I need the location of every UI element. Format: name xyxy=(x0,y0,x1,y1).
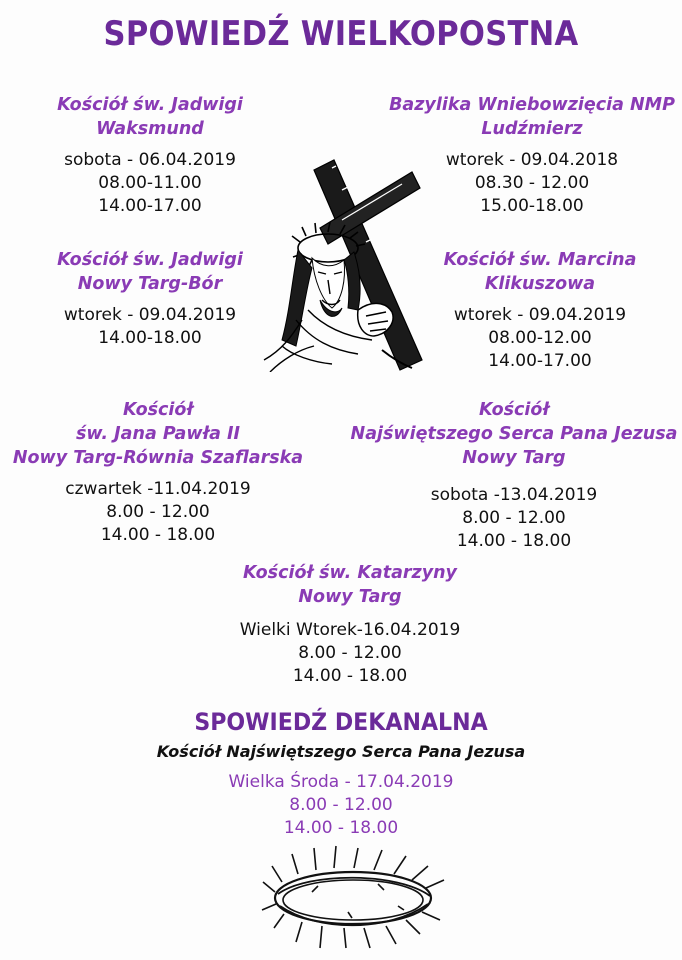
church-najswietszego-serca xyxy=(346,398,682,553)
time-line: 15.00-18.00 xyxy=(480,196,584,216)
time-line: 14.00 - 18.00 xyxy=(292,666,408,686)
time-line: 14.00-17.00 xyxy=(488,351,592,371)
church-name-line: św. Jana Pawła II xyxy=(75,424,241,444)
church-name-line: Kościół św. Jadwigi xyxy=(57,95,243,115)
church-name-line: Klikuszowa xyxy=(484,274,596,294)
date-line: Wielki Wtorek-16.04.2019 xyxy=(239,620,461,640)
confession-times xyxy=(20,304,280,350)
confession-times xyxy=(410,304,670,373)
dekanalna-title: SPOWIEDŹ DEKANALNA xyxy=(194,708,488,736)
time-line: 14.00-18.00 xyxy=(98,328,202,348)
church-name-line: Kościół św. Marcina xyxy=(443,250,637,270)
crown-of-thorns-illustration xyxy=(258,842,448,950)
church-name-line: Nowy Targ-Równia Szaflarska xyxy=(12,448,304,468)
dekanalna-times xyxy=(0,771,682,840)
church-name xyxy=(20,248,280,296)
church-name-line: Bazylika Wniebowzięcia NMP xyxy=(389,95,675,115)
jesus-carrying-cross-illustration xyxy=(262,150,424,372)
church-name xyxy=(8,398,308,470)
time-line: 8.00 - 12.00 xyxy=(462,508,566,528)
church-name-line: Kościół xyxy=(123,400,193,420)
confession-times xyxy=(190,619,510,688)
date-line: czwartek -11.04.2019 xyxy=(65,479,251,499)
church-jana-pawla-ii xyxy=(8,398,308,547)
church-name-line: Kościół św. Jadwigi xyxy=(57,250,243,270)
church-katarzyny xyxy=(190,561,510,688)
church-nowy-targ-bor xyxy=(20,248,280,350)
time-line: 14.00-17.00 xyxy=(98,196,202,216)
date-line: sobota - 06.04.2019 xyxy=(64,150,236,170)
time-line: 14.00 - 18.00 xyxy=(456,531,572,551)
date-line: Wielka Środa - 17.04.2019 xyxy=(228,772,454,792)
church-name-line: Ludźmierz xyxy=(481,119,583,139)
church-name-line: Waksmund xyxy=(96,119,204,139)
church-name-line: Nowy Targ xyxy=(298,587,402,607)
time-line: 8.00 - 12.00 xyxy=(106,502,210,522)
time-line: 8.00 - 12.00 xyxy=(298,643,402,663)
church-ludzmierz xyxy=(382,93,682,218)
church-name-line: Kościół św. Katarzyny xyxy=(243,563,457,583)
time-line: 14.00 - 18.00 xyxy=(100,525,216,545)
time-line: 08.00-12.00 xyxy=(488,328,592,348)
confession-times xyxy=(8,478,308,547)
church-name xyxy=(20,93,280,141)
dekanalna-church: Kościół Najświętszego Serca Pana Jezusa xyxy=(156,742,526,761)
church-name xyxy=(346,398,682,470)
date-line: wtorek - 09.04.2019 xyxy=(453,305,627,325)
date-line: wtorek - 09.04.2019 xyxy=(63,305,237,325)
church-name-line: Najświętszego Serca Pana Jezusa xyxy=(350,424,678,444)
time-line: 14.00 - 18.00 xyxy=(283,818,399,838)
church-name xyxy=(190,561,510,609)
church-name-line: Kościół xyxy=(479,400,549,420)
time-line: 8.00 - 12.00 xyxy=(289,795,393,815)
confession-times xyxy=(382,149,682,218)
church-name xyxy=(382,93,682,141)
confession-times xyxy=(20,149,280,218)
time-line: 08.30 - 12.00 xyxy=(474,173,590,193)
time-line: 08.00-11.00 xyxy=(98,173,202,193)
date-line: wtorek - 09.04.2018 xyxy=(445,150,619,170)
church-klikuszowa xyxy=(410,248,670,373)
church-name-line: Nowy Targ xyxy=(462,448,566,468)
date-line: sobota -13.04.2019 xyxy=(430,485,598,505)
church-waksmund xyxy=(20,93,280,218)
church-name xyxy=(410,248,670,296)
confession-times xyxy=(346,484,682,553)
page-title: SPOWIEDŹ WIELKOPOSTNA xyxy=(103,14,579,54)
church-name-line: Nowy Targ-Bór xyxy=(77,274,223,294)
